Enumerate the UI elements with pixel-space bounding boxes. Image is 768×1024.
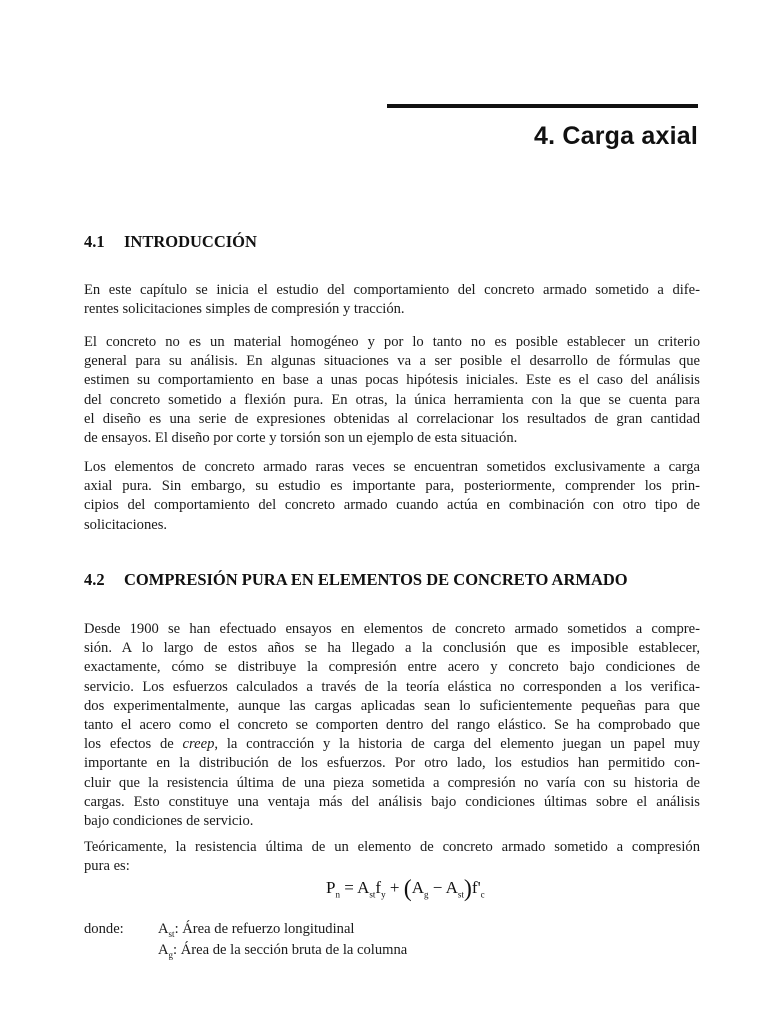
definitions-label: donde: <box>84 921 124 937</box>
text-line: rentes solicitaciones simples de compresión y tracción. <box>84 301 405 318</box>
text-line: sión. A lo largo de estos años se ha llegado a la conclusión que es imposible establecer, <box>84 640 700 657</box>
chapter-title: 4. Carga axial <box>533 122 698 150</box>
section-number: 4.1 <box>84 232 105 251</box>
text-line: cargas. Esto constituye una ventaja más del análisis bajo condiciones últimas sobre el análisis <box>84 793 700 810</box>
section-heading-compression <box>84 570 628 590</box>
text-line: servicio. Los esfuerzos calculados a través de la teoría elástica no corresponden a los verifica- <box>84 678 700 695</box>
text-line: Teóricamente, la resistencia última de un elemento de concreto armado sometido a compresión <box>84 839 700 855</box>
ultimate-strength-formula: $P_n = A_{st}f_y + (A_g - A_{st})f'_c$ <box>326 876 485 902</box>
text-line: axial pura. Sin embargo, su estudio es importante para, posteriormente, comprender los prin- <box>84 478 700 495</box>
paragraph-3 <box>84 458 700 535</box>
section-heading-intro <box>84 232 257 252</box>
paragraph-2 <box>84 333 700 448</box>
text-line: importante en la distribución de los esfuerzos. Por otro lado, los estudios han permitido con- <box>84 755 700 772</box>
text-line: de ensayos. El diseño por corte y torsión son un ejemplo de esta situación. <box>84 430 518 447</box>
text-line: El concreto no es un material homogéneo y por lo tanto no es posible establecer un criterio <box>84 334 700 350</box>
text-line: tanto el acero como el concreto se comporten dentro del rango elástico. Se ha comprobado que <box>84 717 700 734</box>
section-title: COMPRESIÓN PURA EN ELEMENTOS DE CONCRETO ARMADO <box>124 570 628 589</box>
text-line: el diseño es una serie de expresiones obtenidas al correlacionar los resultados de gran cantidad <box>84 410 700 427</box>
text-line: cluir que la resistencia última de una pieza sometida a compresión no varía con su historia de <box>84 774 700 791</box>
chapter-rule <box>387 104 698 108</box>
text-line: los efectos de creep, la contracción y la historia de carga del elemento juegan un papel muy <box>84 736 700 753</box>
section-number: 4.2 <box>84 570 105 589</box>
text-line: dos experimentalmente, aunque las cargas aplicadas sean lo suficientemente pequeñas para que <box>84 697 700 714</box>
text-line: exactamente, cómo se distribuye la compresión entre acero y concreto bajo condiciones de <box>84 659 700 676</box>
text-line: general para su análisis. En algunas situaciones va a ser posible el desarrollo de fórmulas que <box>84 353 700 370</box>
paragraph-5 <box>84 838 700 876</box>
paragraph-4 <box>84 620 700 831</box>
text-line: Desde 1900 se han efectuado ensayos en elementos de concreto armado sometidos a compre- <box>84 621 700 637</box>
text-line: estimen su comportamiento en base a unas pocas hipótesis iniciales. Este es el caso del análisis <box>84 372 700 389</box>
text-line: En este capítulo se inicia el estudio del comportamiento del concreto armado sometido a dife- <box>84 282 700 298</box>
definition-ag: $A_g$: Área de la sección bruta de la columna <box>158 942 408 960</box>
text-line: Los elementos de concreto armado raras veces se encuentran sometidos exclusivamente a carga <box>84 459 700 475</box>
paragraph-1 <box>84 281 700 319</box>
section-title: INTRODUCCIÓN <box>124 232 257 251</box>
text-line: pura es: <box>84 858 130 875</box>
definition-ast: $A_{st}$: Área de refuerzo longitudinal <box>158 921 355 939</box>
text-line: solicitaciones. <box>84 516 168 533</box>
text-line: bajo condiciones de servicio. <box>84 813 254 830</box>
text-line: del concreto sometido a flexión pura. En otras, la única herramienta con la que se cuenta para <box>84 391 700 408</box>
text-line: cipios del comportamiento del concreto armado cuando actúa en combinación con otro tipo de <box>84 497 700 514</box>
